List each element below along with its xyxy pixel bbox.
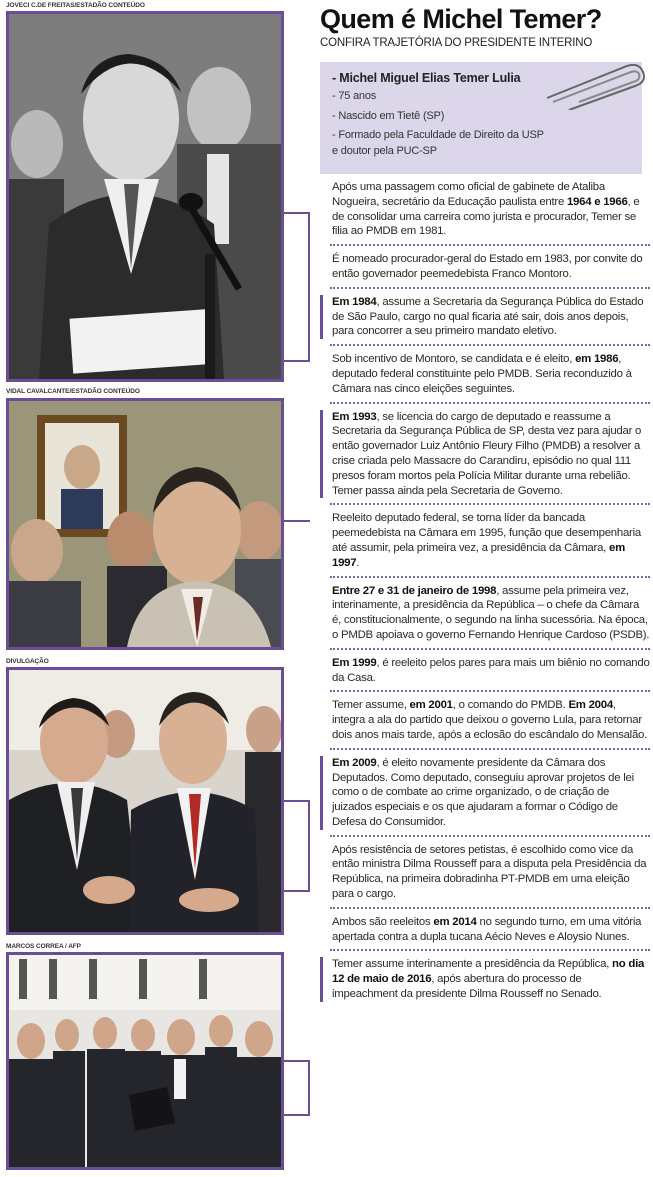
- timeline-entry: Em 1984, assume a Secretaria da Segurança Pública do Estado de São Paulo, cargo no qual ficaria até sair, dois anos depois, para concorrer a seu primeiro mandato eletivo.: [320, 295, 650, 339]
- timeline-entry: Após resistência de setores petistas, é escolhido como vice da então ministra Dilma Rousseff para a disputa pela Presidência da República, na primeira dobradinha PT-PMDB em uma eleição para o cargo.: [332, 843, 647, 901]
- profile-fact: - 75 anos: [332, 90, 377, 102]
- divider: [330, 287, 650, 289]
- timeline-entry: Temer assume interinamente a presidência da República, no dia 12 de maio de 2016, após abertura do processo de impeachment da presidente Dilma Rousseff no Senado.: [320, 957, 650, 1001]
- divider: [330, 949, 650, 951]
- timeline-entry: Em 2009, é eleito novamente presidente da Câmara dos Deputados. Como deputado, conseguiu aprovar projetos de lei como o de combate ao crime organizado, o de criação de juizados especiais e os que ajudaram a formar o Código de Defesa do Consumidor.: [320, 756, 650, 830]
- divider: [330, 576, 650, 578]
- connector-line: [284, 800, 310, 892]
- photo-credit-4: MARCOS CORREA / AFP: [6, 943, 81, 950]
- profile-fact: e doutor pela PUC-SP: [332, 144, 437, 157]
- connector-line: [284, 212, 310, 362]
- profile-fact: - Nascido em Tietê (SP): [332, 109, 445, 122]
- timeline-entry: Temer assume, em 2001, o comando do PMDB. Em 2004, integra a ala do partido que deixou o governo Lula, para retornar dois anos mais tarde, após a eclosão do escândalo do Mensalão.: [332, 699, 648, 741]
- profile-fact: - Formado pela Faculdade de Direito da USP: [332, 129, 544, 141]
- timeline-entry: Ambos são reeleitos em 2014 no segundo turno, em uma vitória apertada contra a dupla tucana Aécio Neves e Aloysio Nunes.: [332, 915, 642, 943]
- photo-temer-group: [6, 952, 284, 1170]
- divider: [330, 690, 650, 692]
- divider: [330, 835, 650, 837]
- timeline: [320, 180, 650, 1002]
- page-subtitle: CONFIRA TRAJETÓRIA DO PRESIDENTE INTERINO: [320, 37, 593, 49]
- timeline-entry: Após uma passagem como oficial de gabinete de Ataliba Nogueira, secretário da Educação paulista entre 1964 e 1966, e de consolidar uma carreira como jurista e procurador, Temer se filia ao PMDB em 1981.: [332, 181, 640, 238]
- photo-credit-2: VIDAL CAVALCANTE/ESTADÃO CONTEÚDO: [6, 388, 140, 395]
- profile-name: - Michel Miguel Elias Temer Lulia: [332, 71, 521, 85]
- divider: [330, 648, 650, 650]
- divider: [330, 748, 650, 750]
- photo-credit-3: DIVULGAÇÃO: [6, 658, 49, 665]
- connector-line: [284, 1060, 310, 1116]
- timeline-entry: Em 1999, é reeleito pelos pares para mais um biênio no comando da Casa.: [332, 656, 650, 684]
- page-title: Quem é Michel Temer?: [320, 4, 602, 34]
- divider: [330, 244, 650, 246]
- photo-credit-1: JOVECI C.DE FREITAS/ESTADÃO CONTEÚDO: [6, 2, 145, 9]
- timeline-entry: Em 1993, se licencia do cargo de deputado e reassume a Secretaria da Segurança Pública de SP, desta vez para ajudar o então governador Luiz Antônio Fleury Filho (PMDB) a resolver a crise criada pelo Massacre do Carandiru, episódio no qual 111 presos foram mortos pela Polícia Militar durante uma rebelião. Temer passa ainda pela Secretaria de Governo.: [320, 410, 650, 499]
- timeline-entry: Reeleito deputado federal, se torna líder da bancada peemedebista na Câmara em 1995, função que desempenharia até assumir, pela primeira vez, a presidência da Câmara, em 1997.: [332, 512, 641, 569]
- photo-temer-speech: [6, 11, 284, 382]
- connector-line: [284, 520, 310, 522]
- divider: [330, 503, 650, 505]
- divider: [330, 402, 650, 404]
- photo-temer-sarney: [6, 667, 284, 935]
- divider: [330, 907, 650, 909]
- paperclip-icon: [539, 58, 649, 110]
- timeline-entry: É nomeado procurador-geral do Estado em 1983, por convite do então governador peemedebista Franco Montoro.: [332, 253, 643, 280]
- photo-temer-smiling: [6, 398, 284, 650]
- divider: [330, 344, 650, 346]
- timeline-entry: Entre 27 e 31 de janeiro de 1998, assume pela primeira vez, interinamente, a presidência da República – o chefe da Câmara é, constitucionalmente, o segundo na linha sucessória. Na época, o PMDB apoiava o governo Fernando Henrique Cardoso (PSDB).: [332, 584, 650, 641]
- timeline-entry: Sob incentivo de Montoro, se candidata e é eleito, em 1986, deputado federal constituinte pelo PMDB. Seria reconduzido à Câmara nas cinco eleições seguintes.: [332, 353, 632, 395]
